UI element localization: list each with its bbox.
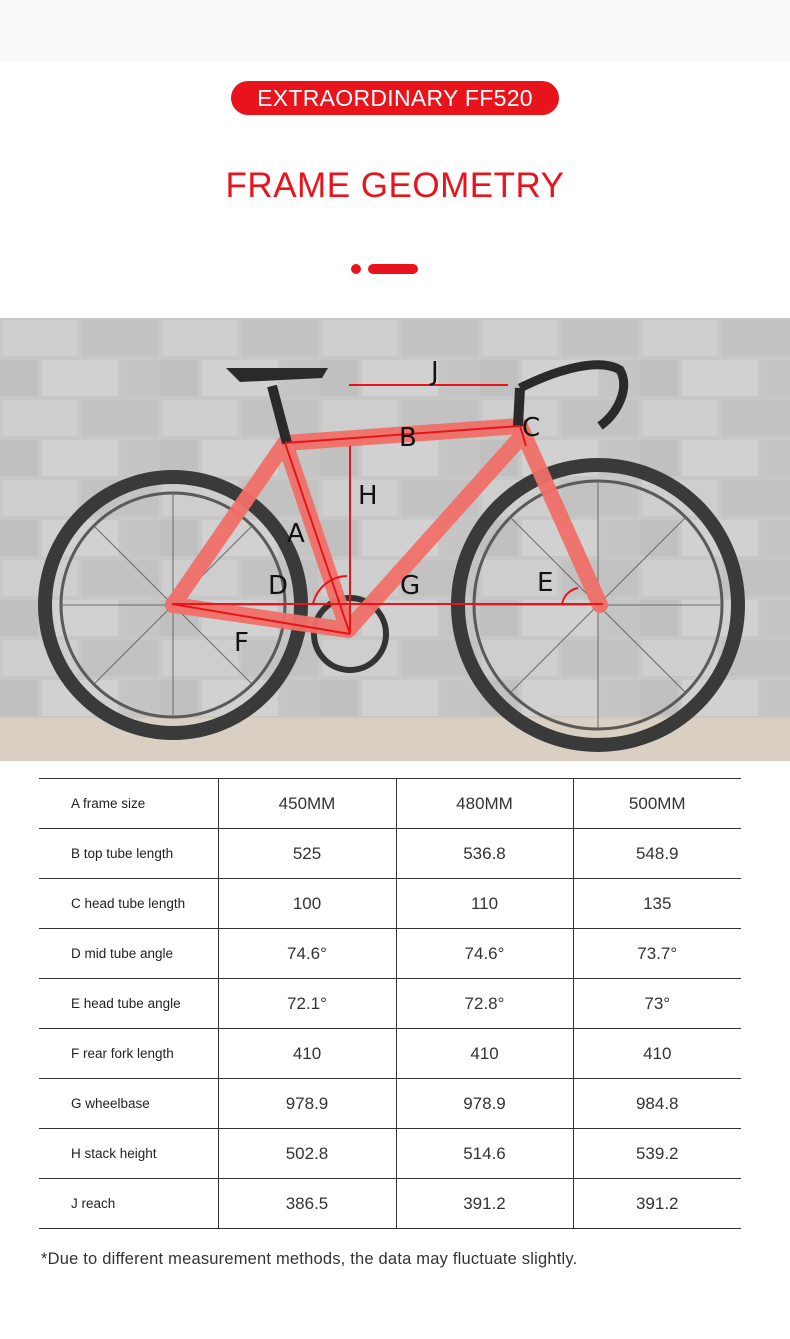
row-label: F rear fork length: [39, 1029, 218, 1079]
geometry-table: [39, 778, 741, 1229]
top-band: [0, 0, 790, 62]
table-row: [39, 929, 741, 979]
row-label: E head tube angle: [39, 979, 218, 1029]
cell-value: 500MM: [573, 779, 741, 829]
cell-value: 391.2: [573, 1179, 741, 1229]
row-label: A frame size: [39, 779, 218, 829]
row-label: D mid tube angle: [39, 929, 218, 979]
label-a: A: [287, 519, 305, 549]
label-e: E: [537, 568, 554, 598]
label-h: H: [358, 481, 378, 511]
cell-value: 502.8: [218, 1129, 396, 1179]
cell-value: 480MM: [396, 779, 573, 829]
row-label: B top tube length: [39, 829, 218, 879]
divider-dot: [351, 264, 361, 274]
measurement-footnote: *Due to different measurement methods, the data may fluctuate slightly.: [41, 1250, 578, 1268]
bike-geometry-diagram: [0, 318, 790, 761]
page-title: FRAME GEOMETRY: [225, 166, 565, 205]
label-g: G: [400, 571, 421, 601]
cell-value: 978.9: [218, 1079, 396, 1129]
model-banner: EXTRAORDINARY FF520: [231, 81, 559, 115]
cell-value: 410: [573, 1029, 741, 1079]
row-label: H stack height: [39, 1129, 218, 1179]
cell-value: 410: [396, 1029, 573, 1079]
cell-value: 73.7°: [573, 929, 741, 979]
cell-value: 100: [218, 879, 396, 929]
table-row: [39, 1179, 741, 1229]
row-label: J reach: [39, 1179, 218, 1229]
label-f: F: [234, 628, 249, 658]
cell-value: 410: [218, 1029, 396, 1079]
cell-value: 984.8: [573, 1079, 741, 1129]
cell-value: 536.8: [396, 829, 573, 879]
cell-value: 73°: [573, 979, 741, 1029]
cell-value: 514.6: [396, 1129, 573, 1179]
table-row: [39, 879, 741, 929]
table-row: [39, 829, 741, 879]
cell-value: 391.2: [396, 1179, 573, 1229]
cell-value: 135: [573, 879, 741, 929]
cell-value: 548.9: [573, 829, 741, 879]
cell-value: 74.6°: [218, 929, 396, 979]
cell-value: 72.8°: [396, 979, 573, 1029]
cell-value: 525: [218, 829, 396, 879]
divider-dash: [368, 264, 418, 274]
cell-value: 110: [396, 879, 573, 929]
cell-value: 386.5: [218, 1179, 396, 1229]
cell-value: 450MM: [218, 779, 396, 829]
table-row: [39, 1129, 741, 1179]
cell-value: 72.1°: [218, 979, 396, 1029]
table-row: [39, 779, 741, 829]
label-b: B: [399, 423, 417, 453]
label-d: D: [268, 571, 289, 601]
cell-value: 74.6°: [396, 929, 573, 979]
table-row: [39, 1079, 741, 1129]
row-label: G wheelbase: [39, 1079, 218, 1129]
cell-value: 978.9: [396, 1079, 573, 1129]
label-c: C: [522, 413, 541, 443]
row-label: C head tube length: [39, 879, 218, 929]
table-row: [39, 979, 741, 1029]
bike-geometry-photo: [0, 318, 790, 761]
cell-value: 539.2: [573, 1129, 741, 1179]
label-j: J: [431, 357, 439, 387]
table-row: [39, 1029, 741, 1079]
